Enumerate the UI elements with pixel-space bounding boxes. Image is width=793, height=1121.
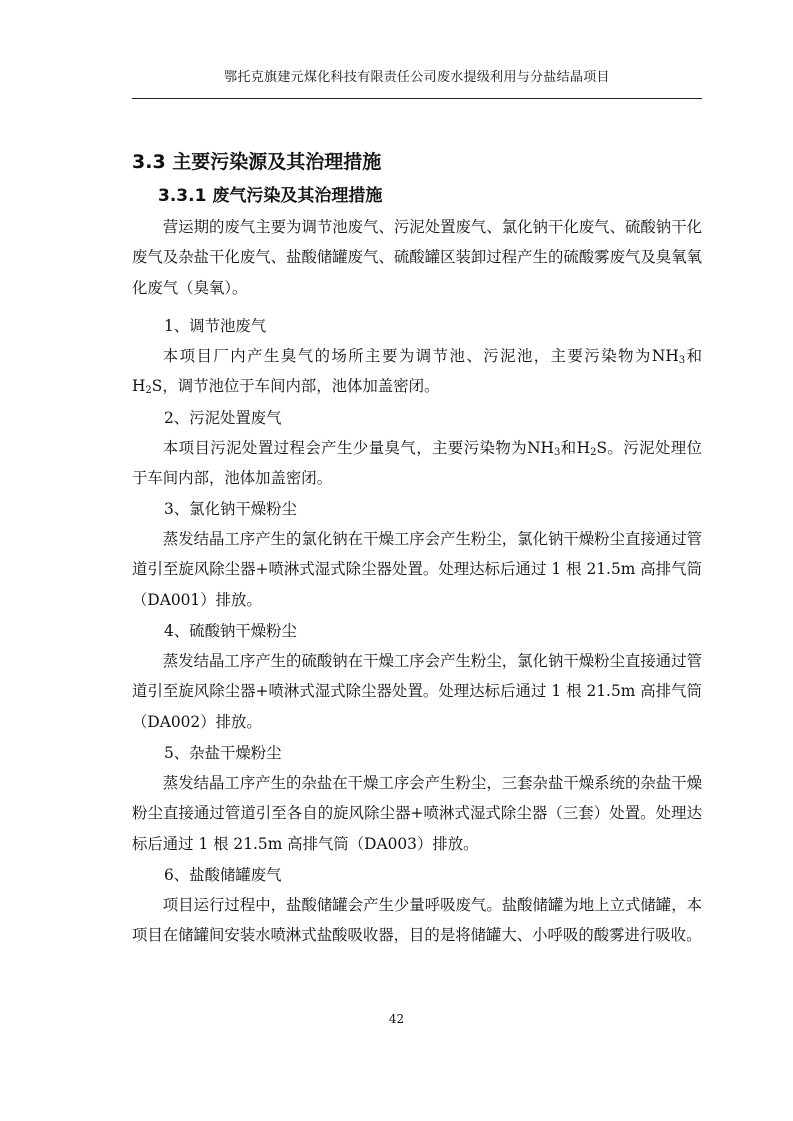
item-1-paragraph <box>132 341 702 402</box>
item-2-sub-a: 3 <box>553 447 561 458</box>
item-3-title: 3、氯化钠干燥粉尘 <box>164 500 297 518</box>
item-6-paragraph: 项目运行过程中，盐酸储罐会产生少量呼吸废气。盐酸储罐为地上立式储罐，本项目在储罐间安装水喷淋式盐酸吸收器，目的是将储罐大、小呼吸的酸雾进行吸收。 <box>132 896 702 945</box>
item-5-title: 5、杂盐干燥粉尘 <box>164 744 282 762</box>
item-2-text-a: 本项目污泥处置过程会产生少量臭气，主要污染物为NH <box>162 439 554 457</box>
item-2-title: 2、污泥处置废气 <box>164 409 282 427</box>
item-6-title: 6、盐酸储罐废气 <box>164 866 282 884</box>
item-2-text-c: S。污泥处理位于车间内部，池体加盖密闭。 <box>132 439 703 488</box>
item-1-text-c: S，调节池位于车间内部，池体加盖密闭。 <box>151 377 440 396</box>
item-2-sub-b: 2 <box>590 447 597 458</box>
item-1-text-a: 本项目厂内产生臭气的场所主要为调节池、污泥池，主要污染物为NH <box>162 347 679 365</box>
section-heading: 3.3 主要污染源及其治理措施 <box>132 151 382 173</box>
intro-paragraph: 营运期的废气主要为调节池废气、污泥处置废气、氯化钠干化废气、硫酸钠干化废气及杂盐干化废气、盐酸储罐废气、硫酸罐区装卸过程产生的硫酸雾废气及臭氧氧化废气（臭氧）。 <box>132 218 702 297</box>
page-number: 42 <box>388 1012 405 1026</box>
item-5-paragraph: 蒸发结晶工序产生的杂盐在干燥工序会产生粉尘，三套杂盐干燥系统的杂盐干燥粉尘直接通过管道引至各自的旋风除尘器+喷淋式湿式除尘器（三套）处置。处理达标后通过 1 根 21.5m 高排气筒（DA003）排放。 <box>132 774 702 853</box>
item-2-text-b: 和H <box>560 439 591 457</box>
item-1-sub-b: 2 <box>145 385 152 397</box>
item-4-paragraph: 蒸发结晶工序产生的硫酸钠在干燥工序会产生粉尘，氯化钠干燥粉尘直接通过管道引至旋风除尘器+喷淋式湿式除尘器处置。处理达标后通过 1 根 21.5m 高排气筒（DA002）排放。 <box>132 652 702 731</box>
header-divider <box>132 98 702 99</box>
item-1-text-b: 和H <box>132 347 702 396</box>
item-4-title: 4、硫酸钠干燥粉尘 <box>164 622 297 640</box>
subsection-heading: 3.3.1 废气污染及其治理措施 <box>158 186 383 206</box>
item-3-paragraph: 蒸发结晶工序产生的氯化钠在干燥工序会产生粉尘，氯化钠干燥粉尘直接通过管道引至旋风除尘器+喷淋式湿式除尘器处置。处理达标后通过 1 根 21.5m 高排气筒（DA001）排放。 <box>132 530 702 609</box>
item-2-paragraph <box>132 433 702 494</box>
item-1-title: 1、调节池废气 <box>164 317 267 335</box>
item-1-sub-a: 3 <box>678 355 686 366</box>
running-header: 鄂托克旗建元煤化科技有限责任公司废水提级利用与分盐结晶项目 <box>224 70 610 85</box>
